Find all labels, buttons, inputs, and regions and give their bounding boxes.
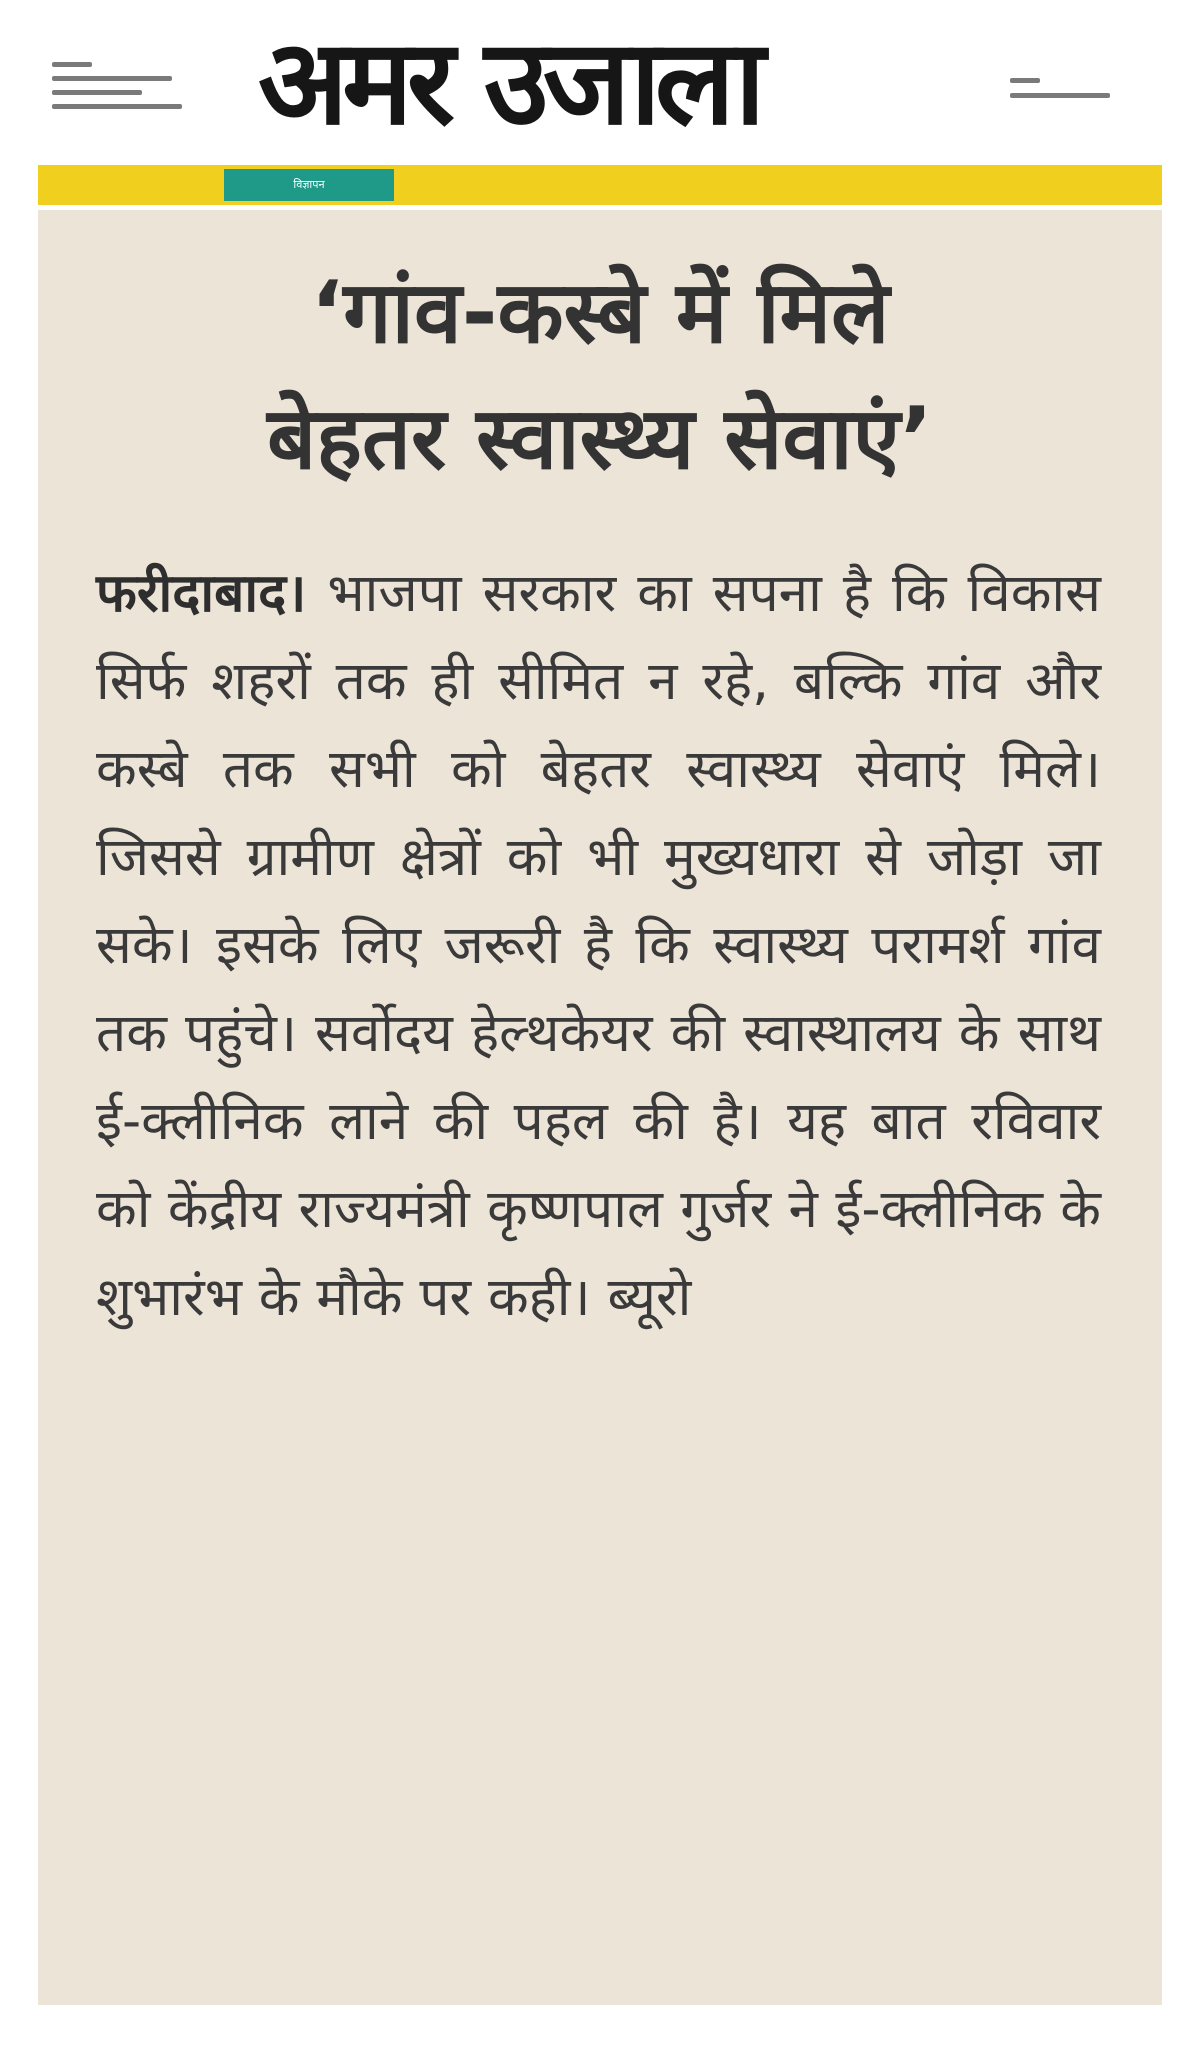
article-body bbox=[96, 550, 1101, 1342]
edition-label bbox=[1032, 177, 1132, 193]
masthead bbox=[0, 0, 1200, 160]
news-article bbox=[38, 210, 1162, 2005]
masthead-right-info bbox=[1010, 78, 1120, 108]
headline-line-2: बेहतर स्वास्थ्य सेवाएं’ bbox=[267, 389, 933, 489]
ribbon-teaser bbox=[416, 177, 936, 193]
info-line bbox=[1010, 93, 1110, 98]
newspaper-logo: अमर उजाला bbox=[258, 20, 760, 145]
site-name bbox=[62, 178, 182, 192]
masthead-left-info bbox=[52, 62, 192, 118]
info-line bbox=[52, 104, 182, 109]
info-line bbox=[52, 76, 172, 81]
article-dateline: फरीदाबाद। bbox=[96, 563, 307, 624]
headline-line-1: ‘गांव-कस्बे में मिले bbox=[310, 263, 890, 363]
info-line bbox=[1010, 78, 1040, 83]
section-label: विज्ञापन bbox=[224, 169, 394, 201]
article-body-text: भाजपा सरकार का सपना है कि विकास सिर्फ शहरों तक ही सीमित न रहे, बल्कि गांव और कस्बे तक सभी को बेहतर स्वास्थ्य सेवाएं मिले। जिससे ग्रामीण क्षेत्रों को भी मुख्यधारा से जोड़ा जा सके। इसके लिए जरूरी है कि स्वास्थ्य परामर्श गांव तक पहुंचे। सर्वोदय हेल्थकेयर की स्वास्थालय के साथ ई-क्लीनिक लाने की पहल की है। यह बात रविवार को केंद्रीय राज्यमंत्री कृष्णपाल गुर्जर ने ई-क्लीनिक के शुभारंभ के मौके पर कही। ब्यूरो bbox=[96, 563, 1101, 1328]
section-ribbon bbox=[38, 165, 1162, 205]
article-headline bbox=[38, 250, 1162, 502]
info-line bbox=[52, 62, 92, 67]
info-line bbox=[52, 90, 142, 95]
